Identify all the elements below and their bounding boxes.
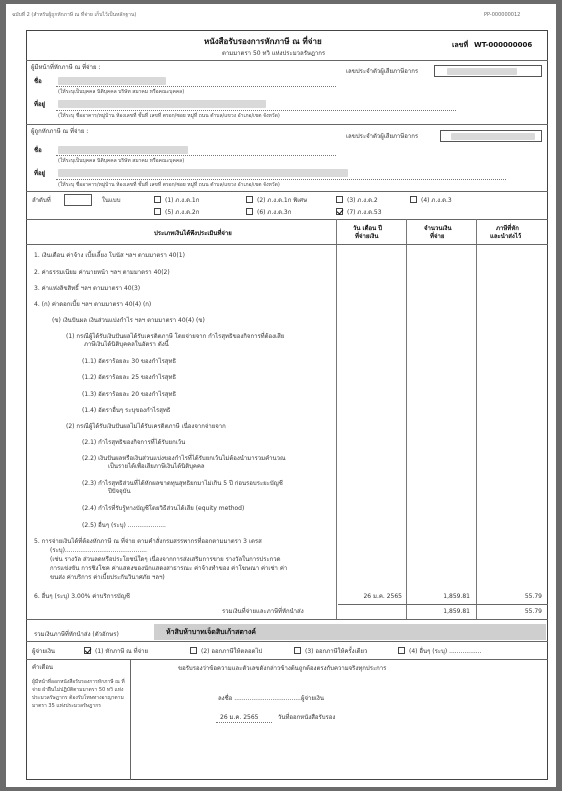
payer-option-3-checkbox[interactable] bbox=[294, 647, 301, 654]
form-option-3-label: (3) ภ.ง.ด.2 bbox=[347, 197, 378, 204]
income-row: (2.5) อื่นๆ (ระบุ) .................... bbox=[82, 522, 166, 529]
payee-tax-id-label: เลขประจำตัวผู้เสียภาษีอากร bbox=[346, 133, 419, 140]
income-row: ปีปัจจุบัน bbox=[108, 488, 131, 495]
payer-option-3-label: (3) ออกภาษีให้ครั้งเดียว bbox=[305, 648, 368, 655]
form-option-6-checkbox[interactable] bbox=[246, 208, 253, 215]
sequence-field[interactable] bbox=[64, 194, 92, 206]
payee-address-label: ที่อยู่ bbox=[34, 170, 46, 177]
income-row: (1.4) อัตราอื่นๆ ระบุของกำไรสุทธิ bbox=[82, 407, 171, 414]
payer-option-1-label: (1) หักภาษี ณ ที่จ่าย bbox=[95, 648, 149, 655]
payee-address-hint: (ให้ระบุ ชื่ออาคาร/หมู่บ้าน ห้องเลขที่ ชั้นที่ เลขที่ ตรอก/ซอย หมู่ที่ ถนน ตำบล/แขวง อำเภอ/เขต จังหวัด) bbox=[58, 182, 280, 188]
income-row: 4. (ก) ค่าดอกเบี้ย ฯลฯ ตามมาตรา 40(4) (ก) bbox=[34, 301, 152, 308]
form-option-1-checkbox[interactable] bbox=[154, 196, 161, 203]
income-row: (1.3) อัตราร้อยละ 20 ของกำไรสุทธิ bbox=[82, 391, 177, 398]
payer-option-2-label: (2) ออกภาษีให้ตลอดไป bbox=[201, 648, 263, 655]
payer-heading: ผู้มีหน้าที่หักภาษี ณ ที่จ่าย : bbox=[31, 64, 101, 71]
redacted-block bbox=[58, 169, 348, 177]
col-header-tax: ภาษีที่หัก bbox=[496, 225, 519, 232]
form-option-2-label: (2) ภ.ง.ด.1ก พิเศษ bbox=[257, 197, 308, 204]
form-option-1-label: (1) ภ.ง.ด.1ก bbox=[165, 197, 200, 204]
redacted-block bbox=[58, 100, 266, 108]
payer-options-label: ผู้จ่ายเงิน bbox=[32, 648, 55, 655]
in-form-label: ในแบบ bbox=[102, 197, 121, 204]
form-option-7-checkbox[interactable] bbox=[336, 208, 343, 215]
form-option-5-label: (5) ภ.ง.ด.2ก bbox=[165, 209, 200, 216]
row6-amount: 1,859.81 bbox=[443, 593, 470, 600]
form-subtitle: ตามมาตรา 50 ทวิ แห่งประมวลรัษฎากร bbox=[222, 50, 326, 57]
col-header-amount: จำนวนเงิน bbox=[424, 225, 452, 232]
issue-date-label: วันที่ออกหนังสือรับรอง bbox=[278, 714, 336, 721]
col-header-income-type: ประเภทเงินได้พึงประเมินที่จ่าย bbox=[154, 230, 232, 237]
income-row: 1. เงินเดือน ค่าจ้าง เบี้ยเลี้ยง โบนัส ฯลฯ ตามมาตรา 40(1) bbox=[34, 252, 185, 259]
payer-option-4-checkbox[interactable] bbox=[398, 647, 405, 654]
warning-text: มาตรา 35 แห่งประมวลรัษฎากร bbox=[32, 703, 101, 709]
payer-tax-id-label: เลขประจำตัวผู้เสียภาษีอากร bbox=[346, 68, 419, 75]
form-option-2-checkbox[interactable] bbox=[246, 196, 253, 203]
form-option-6-label: (6) ภ.ง.ด.3ก bbox=[257, 209, 292, 216]
cert-no-label: เลขที่ bbox=[452, 41, 469, 49]
income-row: (เช่น รางวัล ส่วนลดหรือประโยชน์ใดๆ เนื่องจากการส่งเสริมการขาย รางวัลในการประกวด bbox=[50, 556, 281, 563]
form-option-3-checkbox[interactable] bbox=[336, 196, 343, 203]
income-row: (ระบุ)........................................... bbox=[50, 547, 147, 554]
form-option-4-label: (4) ภ.ง.ด.3 bbox=[421, 197, 452, 204]
redacted-block bbox=[447, 68, 517, 75]
income-row-other: 6. อื่นๆ (ระบุ) 3.00% ค่าบริการบัญชี bbox=[34, 593, 130, 600]
payer-name-label: ชื่อ bbox=[34, 78, 42, 85]
income-row: การแข่งขัน การชิงโชค ค่าแสดงของนักแสดงสาธารณะ ค่าจ้างทำของ ค่าโฆษณา ค่าเช่า ค่า bbox=[50, 565, 288, 572]
payee-tax-id-field bbox=[440, 130, 542, 142]
form-option-7-label: (7) ภ.ง.ด.53 bbox=[347, 209, 382, 216]
form-option-5-checkbox[interactable] bbox=[154, 208, 161, 215]
payer-tax-id-field bbox=[434, 65, 542, 77]
income-row: (2.1) กำไรสุทธิของกิจการที่ได้รับยกเว้น bbox=[82, 439, 186, 446]
warning-label: คำเตือน bbox=[32, 664, 54, 671]
total-label: รวมเงินที่จ่ายและภาษีที่หักนำส่ง bbox=[222, 608, 304, 615]
income-row: ขนส่ง ค่าบริการ ค่าเบี้ยประกันวินาศภัย ฯลฯ) bbox=[50, 574, 165, 581]
col-header-tax-2: และนำส่งไว้ bbox=[490, 233, 522, 240]
cert-no-value: WT-000000006 bbox=[474, 41, 533, 49]
payer-address-hint: (ให้ระบุ ชื่ออาคาร/หมู่บ้าน ห้องเลขที่ ชั้นที่ เลขที่ ตรอก/ซอย หมู่ที่ ถนน ตำบล/แขวง อำเภอ/เขต จังหวัด) bbox=[58, 113, 280, 119]
income-row: (2.2) เงินปันผลหรือเงินส่วนแบ่งของกำไรที่ได้รับยกเว้นไม่ต้องนำมารวมคำนวณ bbox=[82, 455, 286, 462]
total-amount: 1,859.81 bbox=[443, 608, 470, 615]
income-row: เป็นรายได้เพื่อเสียภาษีเงินได้นิติบุคคล bbox=[108, 463, 205, 470]
issue-date: 26 ม.ค. 2565 bbox=[220, 714, 259, 721]
payer-option-4-label: (4) อื่นๆ (ระบุ) ................. bbox=[409, 648, 482, 655]
income-row: (ข) เงินปันผล เงินส่วนแบ่งกำไร ฯลฯ ตามมาตรา 40(4) (ข) bbox=[52, 317, 205, 324]
income-row: 3. ค่าแห่งลิขสิทธิ์ ฯลฯ ตามมาตรา 40(3) bbox=[34, 285, 141, 292]
form-option-4-checkbox[interactable] bbox=[410, 196, 417, 203]
total-tax: 55.79 bbox=[524, 608, 542, 615]
warning-text: จ่าย ฝ่าฝืนไม่ปฏิบัติตามมาตรา 50 ทวิ แห่ง bbox=[32, 687, 124, 693]
certify-statement: ขอรับรองว่าข้อความและตัวเลขดังกล่าวข้างต้นถูกต้องตรงกับความจริงทุกประการ bbox=[178, 665, 387, 672]
redacted-block bbox=[58, 146, 188, 154]
row6-tax: 55.79 bbox=[524, 593, 542, 600]
copy-note: ฉบับที่ 2 (สำหรับผู้ถูกหักภาษี ณ ที่จ่าย เก็บไว้เป็นหลักฐาน) bbox=[12, 12, 137, 18]
payer-option-1-checkbox[interactable] bbox=[84, 647, 91, 654]
income-row: (1.2) อัตราร้อยละ 25 ของกำไรสุทธิ bbox=[82, 374, 177, 381]
income-row: (1) กรณีผู้ได้รับเงินปันผลได้รับเครดิตภาษี โดยจ่ายจาก กำไรสุทธิของกิจการที่ต้องเสีย bbox=[66, 333, 285, 340]
redacted-block bbox=[58, 77, 166, 85]
payer-name-hint: (ให้ระบุเป็นบุคคล นิติบุคคล บริษัท สมาคม หรือคณะบุคคล) bbox=[58, 89, 185, 95]
income-row: 2. ค่าธรรมเนียม ค่านายหน้า ฯลฯ ตามมาตรา 40(2) bbox=[34, 269, 170, 276]
warning-text: ผู้มีหน้าที่ออกหนังสือรับรองการหักภาษี ณ ที่ bbox=[32, 679, 125, 685]
row6-date: 26 ม.ค. 2565 bbox=[363, 593, 402, 600]
payee-heading: ผู้ถูกหักภาษี ณ ที่จ่าย : bbox=[31, 128, 89, 135]
col-header-date: วัน เดือน ปี bbox=[353, 225, 383, 232]
income-row: (2) กรณีผู้ได้รับเงินปันผลไม่ได้รับเครดิตภาษี เนื่องจากจ่ายจาก bbox=[66, 423, 226, 430]
payee-name-hint: (ให้ระบุเป็นบุคคล นิติบุคคล บริษัท สมาคม หรือคณะบุคคล) bbox=[58, 158, 185, 164]
col-header-date-2: ที่จ่ายเงิน bbox=[355, 233, 379, 240]
form-title: หนังสือรับรองการหักภาษี ณ ที่จ่าย bbox=[204, 37, 322, 46]
income-row: (2.3) กำไรสุทธิส่วนที่ได้หักผลขาดทุนสุทธิยกมาไม่เกิน 5 ปี ก่อนรอบระยะบัญชี bbox=[82, 480, 283, 487]
sequence-label: ลำดับที่ bbox=[32, 197, 51, 204]
signature-line: ลงชื่อ ...................................ผู้จ่ายเงิน bbox=[218, 695, 324, 702]
document-number: PP-000000012 bbox=[484, 12, 521, 18]
payer-address-label: ที่อยู่ bbox=[34, 101, 46, 108]
warning-text: ประมวลรัษฎากร ต้องรับโทษทางอาญาตาม bbox=[32, 695, 124, 701]
payee-name-label: ชื่อ bbox=[34, 147, 42, 154]
income-row: (1.1) อัตราร้อยละ 30 ของกำไรสุทธิ bbox=[82, 358, 177, 365]
redacted-block bbox=[451, 133, 535, 140]
income-row: ภาษีเงินได้นิติบุคคลในอัตรา ดังนี้ bbox=[84, 341, 169, 348]
words-label: รวมเงินภาษีที่หักนำส่ง (ตัวอักษร) bbox=[34, 631, 119, 638]
income-row: 5. การจ่ายเงินได้ที่ต้องหักภาษี ณ ที่จ่าย ตามคำสั่งกรมสรรพากรที่ออกตามมาตรา 3 เตรส bbox=[34, 538, 262, 545]
words-value: ห้าสิบห้าบาทเจ็ดสิบเก้าสตางค์ bbox=[166, 628, 256, 636]
payer-option-2-checkbox[interactable] bbox=[190, 647, 197, 654]
income-row: (2.4) กำไรที่รับรู้ทางบัญชีโดยวิธีส่วนได้เสีย (equity method) bbox=[82, 505, 245, 512]
col-header-amount-2: ที่จ่าย bbox=[430, 233, 445, 240]
certificate-sheet bbox=[6, 4, 556, 787]
